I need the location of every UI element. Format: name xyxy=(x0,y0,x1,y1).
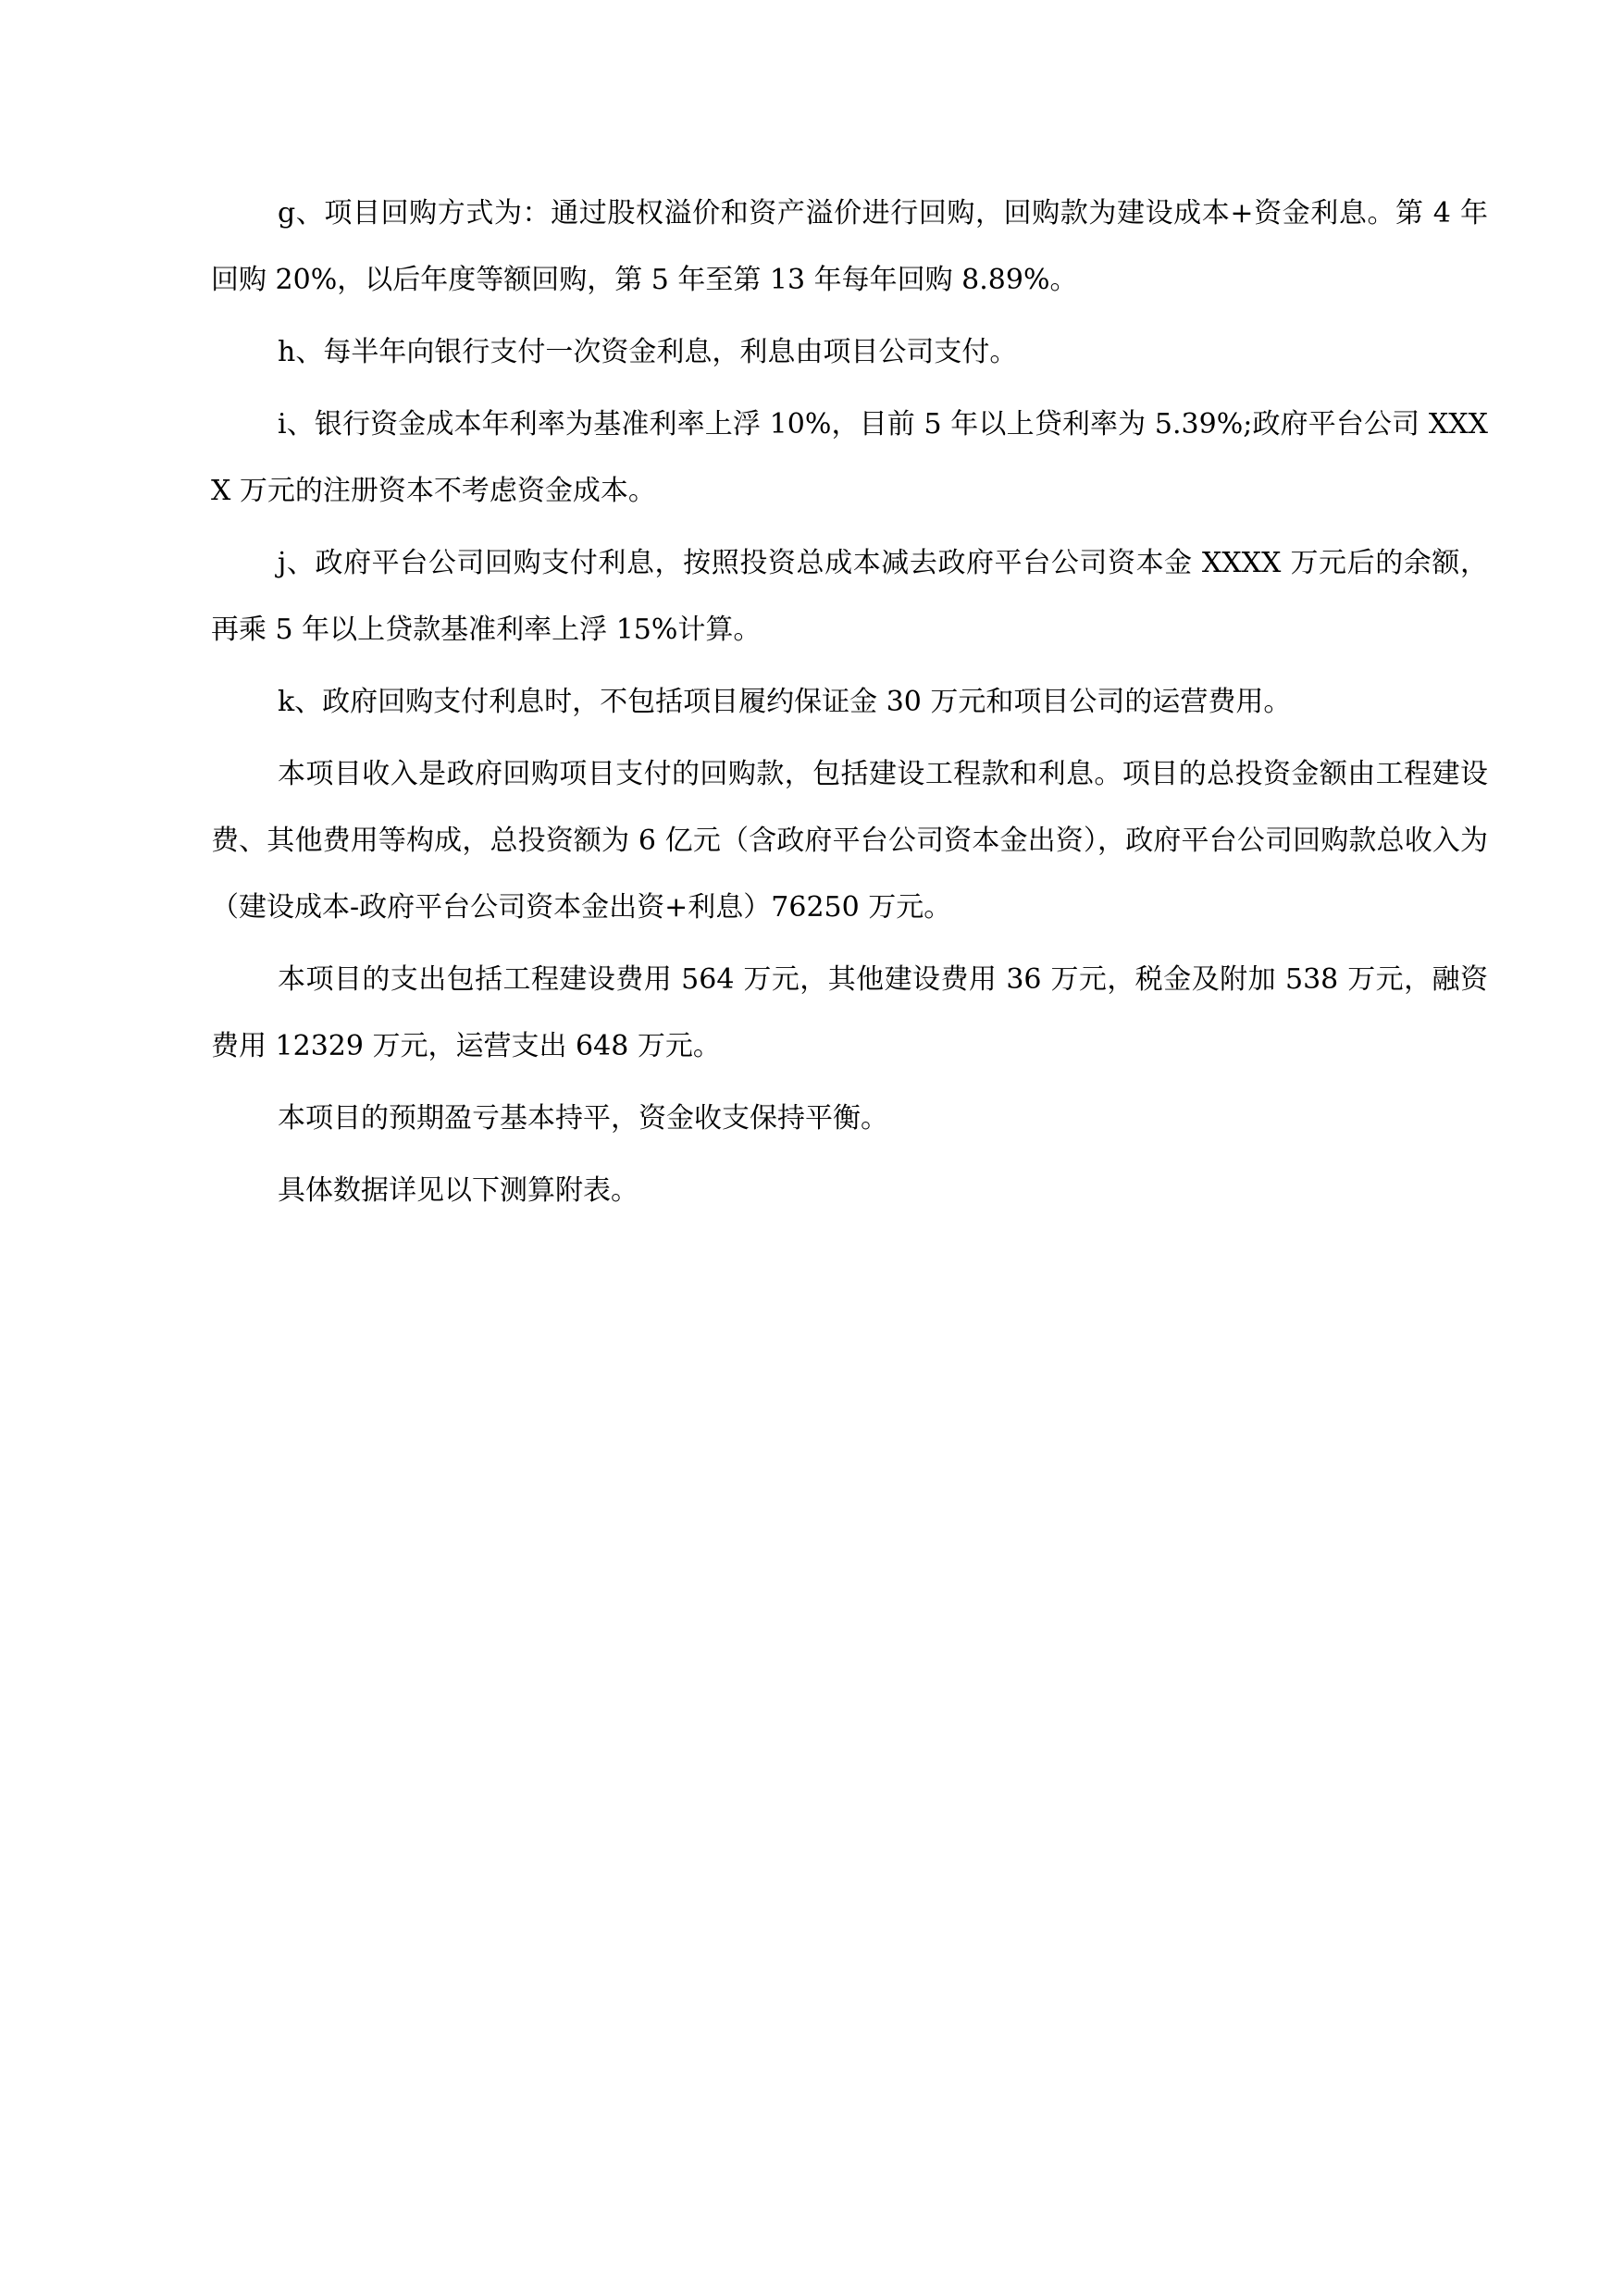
paragraph-appendix-note: 具体数据详见以下测算附表。 xyxy=(278,1174,638,1207)
document-body xyxy=(211,180,1488,1230)
paragraph-item-j: j、政府平台公司回购支付利息，按照投资总成本减去政府平台公司资本金 XXXX 万元后的余额，再乘 5 年以上贷款基准利率上浮 15%计算。 xyxy=(211,547,1488,646)
paragraph-item-g: g、项目回购方式为：通过股权溢价和资产溢价进行回购，回购款为建设成本+资金利息。第 4 年回购 20%，以后年度等额回购，第 5 年至第 13 年每年回购 8.89%。 xyxy=(211,197,1488,296)
paragraph-project-expense: 本项目的支出包括工程建设费用 564 万元，其他建设费用 36 万元，税金及附加 538 万元，融资费用 12329 万元，运营支出 648 万元。 xyxy=(211,963,1488,1062)
paragraph-item-h: h、每半年向银行支付一次资金利息，利息由项目公司支付。 xyxy=(278,336,1018,368)
paragraph-project-income: 本项目收入是政府回购项目支付的回购款，包括建设工程款和利息。项目的总投资金额由工程建设费、其他费用等构成，总投资额为 6 亿元（含政府平台公司资本金出资），政府平台公司回购款总收入为（建设成本-政府平台公司资本金出资+利息）76250 万元。 xyxy=(211,758,1488,924)
paragraph-item-k: k、政府回购支付利息时，不包括项目履约保证金 30 万元和项目公司的运营费用。 xyxy=(278,686,1292,718)
paragraph-item-i: i、银行资金成本年利率为基准利率上浮 10%，目前 5 年以上贷利率为 5.39%;政府平台公司 XXXX 万元的注册资本不考虑资金成本。 xyxy=(211,408,1488,507)
paragraph-project-balance: 本项目的预期盈亏基本持平，资金收支保持平衡。 xyxy=(278,1102,888,1135)
